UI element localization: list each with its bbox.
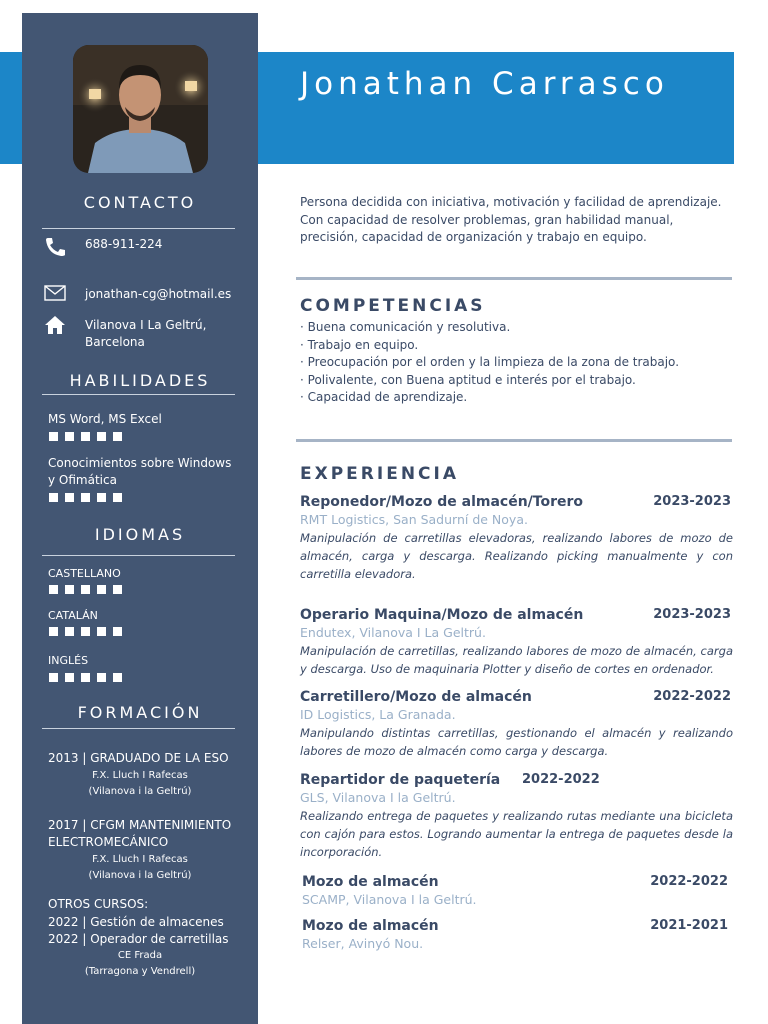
other-course-school: CE Frada bbox=[117, 950, 163, 961]
job-company: Relser, Avinyó Nou. bbox=[302, 936, 424, 951]
list-item: · Capacidad de aprendizaje. bbox=[300, 390, 468, 404]
education-entry-line2: ELECTROMECÁNICO bbox=[48, 835, 169, 849]
list-item: · Preocupación por el orden y la limpieza de la zona de trabajo. bbox=[300, 355, 680, 369]
language-name: CASTELLANO bbox=[48, 567, 121, 580]
email-address: jonathan-cg@hotmail.es bbox=[85, 287, 232, 301]
job-description: Manipulación de carretillas elevadoras, realizando labores de mozo de almacén, carga y descarga. Realizando picking manualmente y con carretilla elevadora. bbox=[300, 531, 733, 581]
other-course: 2022 | Gestión de almacenes bbox=[48, 915, 224, 929]
job-description: Manipulación de carretillas, realizando labores de mozo de almacén, carga y descarga. Uso de maquinaria Plotter y diseño de cortes en ordenador. bbox=[300, 644, 733, 676]
language-name: CATALÁN bbox=[48, 609, 98, 622]
list-item: · Polivalente, con Buena aptitud e interés por el trabajo. bbox=[300, 372, 636, 387]
job-company: ID Logistics, La Granada. bbox=[300, 707, 456, 722]
person-name: Jonathan Carrasco bbox=[300, 66, 669, 102]
other-course: 2022 | Operador de carretillas bbox=[48, 932, 229, 946]
education-place: (Vilanova i la Geltrú) bbox=[88, 870, 192, 881]
other-courses-title: OTROS CURSOS: bbox=[48, 897, 149, 911]
skill-label: y Ofimática bbox=[48, 473, 117, 487]
job-company: GLS, Vilanova I la Geltrú. bbox=[300, 790, 456, 805]
address-line-1: Vilanova I La Geltrú, bbox=[85, 318, 207, 332]
skill-label: Conocimientos sobre Windows bbox=[48, 456, 232, 470]
skill-label: MS Word, MS Excel bbox=[48, 412, 162, 426]
other-course-place: (Tarragona y Vendrell) bbox=[84, 966, 196, 977]
experience-entry bbox=[300, 688, 733, 760]
address-line-2: Barcelona bbox=[85, 335, 145, 349]
list-item: · Buena comunicación y resolutiva. bbox=[300, 320, 511, 334]
job-title: Operario Maquina/Mozo de almacén bbox=[300, 607, 584, 623]
education-school: F.X. Lluch I Rafecas bbox=[92, 770, 188, 781]
competencias-title: COMPETENCIAS bbox=[300, 296, 486, 316]
job-company: Endutex, Vilanova I La Geltrú. bbox=[300, 625, 486, 640]
competencias-list bbox=[300, 319, 730, 407]
skills-title: HABILIDADES bbox=[69, 371, 211, 390]
job-years: 2022-2022 bbox=[653, 689, 731, 704]
section-divider bbox=[296, 277, 732, 280]
experience-entry bbox=[302, 873, 730, 909]
languages-title: IDIOMAS bbox=[94, 525, 186, 544]
job-title: Repartidor de paquetería bbox=[300, 772, 501, 788]
experience-title: EXPERIENCIA bbox=[300, 464, 460, 484]
contact-title: CONTACTO bbox=[83, 193, 197, 212]
job-description: Realizando entrega de paquetes y realizando rutas mediante una bicicleta con cajón para estos. Logrando aumentar la entrega de paquetes desde la incorporación. bbox=[300, 809, 733, 859]
profile-summary: Persona decidida con iniciativa, motivación y facilidad de aprendizaje. Con capacidad de resolver problemas, gran habilidad manual, precisión, capacidad de organización y trabajo en equipo. bbox=[300, 195, 722, 244]
job-description: Manipulando distintas carretillas, gestionando el almacén y realizando labores de mozo de almacén como carga y descarga. bbox=[300, 726, 733, 758]
education-school: F.X. Lluch I Rafecas bbox=[92, 854, 188, 865]
education-entry: 2017 | CFGM MANTENIMIENTO bbox=[48, 818, 232, 832]
job-title: Carretillero/Mozo de almacén bbox=[300, 689, 532, 705]
job-years: 2022-2022 bbox=[650, 874, 728, 889]
job-title: Reponedor/Mozo de almacén/Torero bbox=[300, 494, 584, 510]
experience-entry bbox=[302, 917, 730, 953]
experience-entry bbox=[300, 771, 733, 861]
language-name: INGLÉS bbox=[48, 654, 89, 667]
experience-entry bbox=[300, 493, 733, 583]
experience-entry bbox=[300, 606, 733, 678]
job-title: Mozo de almacén bbox=[302, 874, 439, 890]
job-company: SCAMP, Vilanova I la Geltrú. bbox=[302, 892, 477, 907]
job-years: 2023-2023 bbox=[653, 494, 731, 509]
job-company: RMT Logistics, San Sadurní de Noya. bbox=[300, 512, 528, 527]
job-years: 2021-2021 bbox=[650, 918, 728, 933]
job-title: Mozo de almacén bbox=[302, 918, 439, 934]
education-entry: 2013 | GRADUADO DE LA ESO bbox=[48, 751, 229, 765]
education-place: (Vilanova i la Geltrú) bbox=[88, 786, 192, 797]
education-title: FORMACIÓN bbox=[77, 703, 203, 722]
section-divider bbox=[296, 439, 732, 442]
job-years: 2022-2022 bbox=[522, 772, 600, 787]
job-years: 2023-2023 bbox=[653, 607, 731, 622]
list-item: · Trabajo en equipo. bbox=[300, 337, 419, 352]
phone-number: 688-911-224 bbox=[85, 237, 163, 251]
